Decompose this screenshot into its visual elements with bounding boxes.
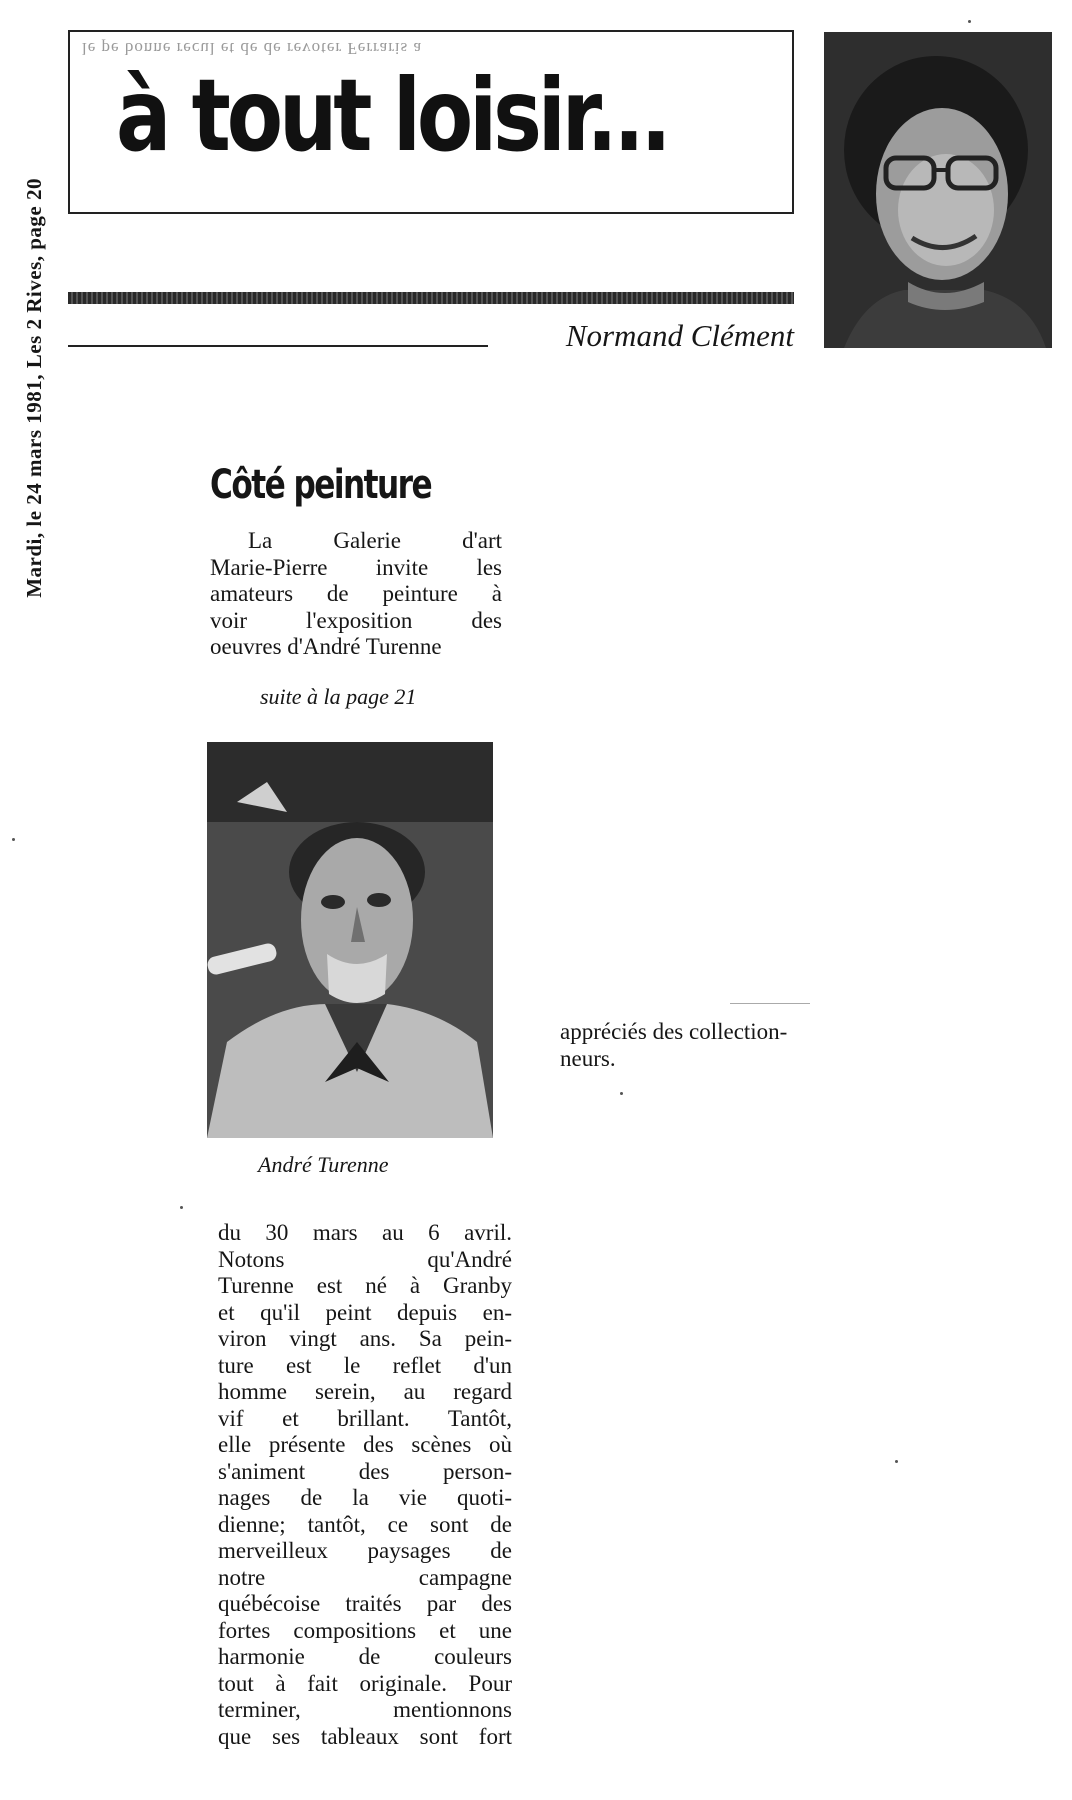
body-line: terminer, mentionnons [218, 1697, 512, 1722]
header-rule [68, 292, 794, 304]
intro-line: La Galerie d'art [248, 528, 502, 553]
print-speck [180, 1206, 183, 1209]
body-line: viron vingt ans. Sa pein- [218, 1326, 512, 1351]
masthead [68, 30, 794, 214]
tail-line: neurs. [560, 1046, 616, 1071]
intro-line: amateurs de peinture à [210, 581, 502, 606]
body-line: merveilleux paysages de [218, 1538, 512, 1563]
artist-photo [207, 742, 493, 1138]
tail-line: appréciés des collection- [560, 1019, 788, 1044]
print-speck [968, 20, 971, 23]
print-speck [895, 1460, 898, 1463]
author-byline: Normand Clément [565, 318, 794, 353]
article-body [218, 1220, 512, 1750]
continued-note: suite à la page 21 [260, 684, 417, 709]
body-line: dienne; tantôt, ce sont de [218, 1511, 512, 1537]
body-line: québécoise traités par des [218, 1591, 512, 1616]
print-speck [620, 1092, 623, 1095]
body-line: notre campagne [218, 1564, 512, 1590]
body-line: nages de la vie quoti- [218, 1485, 512, 1510]
byline-rule [68, 345, 488, 347]
body-line: harmonie de couleurs [218, 1644, 512, 1669]
intro-line: Marie-Pierre invite les [210, 554, 502, 580]
columnist-photo [824, 32, 1052, 348]
article-intro [210, 528, 502, 661]
intro-line: oeuvres d'André Turenne [210, 634, 442, 659]
intro-line: voir l'exposition des [210, 607, 502, 633]
body-line: elle présente des scènes où [218, 1432, 512, 1457]
print-speck [12, 838, 15, 841]
dateline [14, 38, 54, 598]
article-tail [560, 1018, 860, 1072]
bleed-through-text: le pe bonne recul et de de revoter Ferraris a [82, 39, 422, 58]
body-line: tout à fait originale. Pour [218, 1670, 512, 1696]
dateline-text: Mardi, le 24 mars 1981, Les 2 Rives, page 20 [21, 178, 46, 598]
body-line: ture est le reflet d'un [218, 1352, 512, 1378]
column-title: à tout loisir... [116, 57, 668, 174]
body-line: et qu'il peint depuis en- [218, 1299, 512, 1325]
photo-caption: André Turenne [258, 1152, 389, 1177]
body-line: du 30 mars au 6 avril. [218, 1220, 512, 1245]
body-line: vif et brillant. Tantôt, [218, 1405, 512, 1431]
body-line: s'animent des person- [218, 1458, 512, 1484]
body-line: Turenne est né à Granby [218, 1273, 512, 1298]
article-heading: Côté peinture [210, 462, 432, 508]
body-line: Notons qu'André [218, 1246, 512, 1272]
body-line: homme serein, au regard [218, 1379, 512, 1404]
body-line: fortes compositions et une [218, 1617, 512, 1643]
continuation-rule [730, 1003, 810, 1004]
body-line: que ses tableaux sont fort [218, 1723, 512, 1749]
